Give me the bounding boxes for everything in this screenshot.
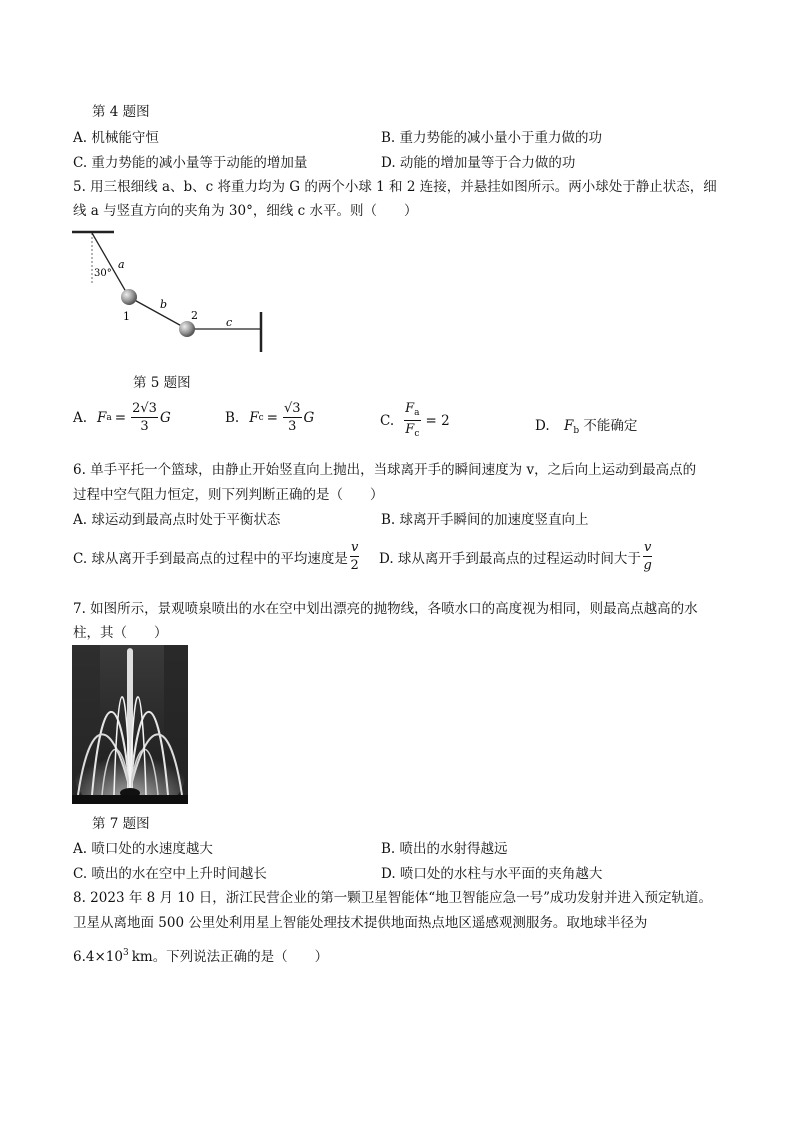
q8-stem-line3: [73, 945, 328, 965]
q5-b-denominator: 3: [288, 419, 297, 434]
q6-d-denominator: g: [643, 558, 652, 573]
earth-radius-unit: km: [131, 949, 153, 965]
q6-option-c: [73, 541, 361, 572]
q5-a-force-symbol: F: [97, 409, 107, 426]
q5-a-equals: =: [114, 409, 127, 426]
figure-4-caption: 第 4 题图: [92, 104, 150, 120]
q7-option-a: A. 喷口处的水速度越大: [73, 841, 213, 857]
q5-b-numerator: √3: [283, 401, 301, 416]
q6-d-fraction: [643, 541, 652, 572]
q7-option-b: B. 喷出的水射得越远: [381, 841, 508, 857]
q4-option-d: D. 动能的增加量等于合力做的功: [381, 155, 576, 171]
q5-stem-line1: 5. 用三根细线 a、b、c 将重力均为 G 的两个小球 1 和 2 连接，并悬挂如图所示。两小球处于静止状态，细: [73, 179, 717, 195]
q5-c-num-sub: a: [414, 408, 420, 418]
ball-2-label: 2: [191, 309, 198, 322]
q5-b-force-symbol: F: [249, 409, 259, 426]
string-b: [129, 297, 187, 329]
q6-option-a: A. 球运动到最高点时处于平衡状态: [73, 512, 281, 528]
q5-c-den-symbol: F: [405, 422, 415, 437]
figure-7-caption: 第 7 题图: [92, 816, 150, 832]
q5-option-a-prefix: A.: [73, 409, 88, 426]
q5-c-num-symbol: F: [405, 401, 415, 416]
ground: [72, 795, 188, 804]
q4-option-c: C. 重力势能的减小量等于动能的增加量: [73, 155, 308, 171]
q7-option-c: C. 喷出的水在空中上升时间越长: [73, 866, 267, 882]
q4-option-a: A. 机械能守恒: [73, 130, 159, 146]
q5-c-fraction: [404, 402, 420, 439]
q7-stem-line1: 7. 如图所示，景观喷泉喷出的水在空中划出漂亮的抛物线，各喷水口的高度视为相同，则最高点越高的水: [73, 601, 698, 617]
q4-option-b: B. 重力势能的减小量小于重力做的功: [381, 130, 603, 146]
label-a: a: [118, 258, 125, 271]
q5-option-c-prefix: C.: [380, 412, 395, 429]
q7-option-d: D. 喷口处的水柱与水平面的夹角越大: [381, 866, 603, 882]
q6-c-numerator: v: [350, 540, 359, 555]
earth-radius-exponent: 3: [122, 948, 129, 958]
angle-label: 30°: [94, 268, 112, 279]
q7-stem-line2: 柱，其（ ）: [73, 625, 168, 641]
q5-a-weight: G: [159, 409, 171, 426]
q5-b-force-sub: c: [258, 412, 264, 423]
ball-2: [179, 321, 195, 337]
label-c: c: [226, 316, 233, 329]
q5-b-weight: G: [303, 409, 315, 426]
q5-a-numerator: 2√3: [132, 401, 157, 416]
q6-stem-line2: 过程中空气阻力恒定，则下列判断正确的是（ ）: [73, 487, 384, 503]
figure-5-caption: 第 5 题图: [133, 375, 191, 391]
q8-stem-line3-rest: 。下列说法正确的是（ ）: [152, 949, 329, 965]
q6-c-fraction: [350, 541, 359, 572]
q5-d-rest: 不能确定: [583, 418, 638, 434]
q5-option-a: [73, 402, 171, 433]
q5-a-fraction: [131, 402, 158, 433]
q6-stem-line1: 6. 单手平托一个篮球，由静止开始竖直向上抛出，当球离开手的瞬间速度为 v，之后向上运动到最高点的: [73, 462, 697, 478]
q5-stem-line2: 线 a 与竖直方向的夹角为 30°，细线 c 水平。则（ ）: [73, 203, 418, 219]
q5-b-fraction: [283, 402, 302, 433]
figure-5-pendulum-diagram: [68, 228, 268, 358]
ball-1-label: 1: [123, 310, 130, 323]
q5-option-c: [380, 402, 450, 439]
q6-option-d: [379, 541, 654, 572]
figure-7-fountain-photo: [72, 645, 188, 804]
q5-a-force-sub: a: [106, 412, 112, 423]
q5-d-force-sub: b: [573, 426, 580, 436]
q6-d-numerator: v: [643, 540, 652, 555]
q5-c-rest: = 2: [425, 412, 450, 429]
q5-option-d: [535, 414, 637, 436]
q5-option-b: [225, 402, 314, 433]
label-b: b: [160, 298, 168, 311]
q6-option-b: B. 球离开手瞬间的加速度竖直向上: [381, 512, 589, 528]
q6-option-d-text: D. 球从离开手到最高点的过程运动时间大于: [379, 550, 641, 567]
q8-stem-line1: 8. 2023 年 8 月 10 日，浙江民营企业的第一颗卫星智能体“地卫智能应急一号”成功发射并进入预定轨道。: [73, 890, 713, 906]
q6-c-denominator: 2: [350, 558, 359, 573]
q8-stem-line2: 卫星从离地面 500 公里处利用星上智能处理技术提供地面热点地区遥感观测服务。取地球半径为: [73, 915, 648, 931]
q5-a-denominator: 3: [140, 419, 149, 434]
q6-option-c-text: C. 球从离开手到最高点的过程中的平均速度是: [73, 550, 348, 567]
q5-b-equals: =: [266, 409, 278, 426]
q5-d-force-symbol: F: [563, 418, 574, 434]
ball-1: [121, 289, 137, 305]
q5-option-d-prefix: D.: [535, 418, 550, 434]
earth-radius-value: 6.4×10: [73, 949, 123, 965]
q5-option-b-prefix: B.: [225, 409, 240, 426]
q5-c-den-sub: c: [414, 429, 420, 439]
